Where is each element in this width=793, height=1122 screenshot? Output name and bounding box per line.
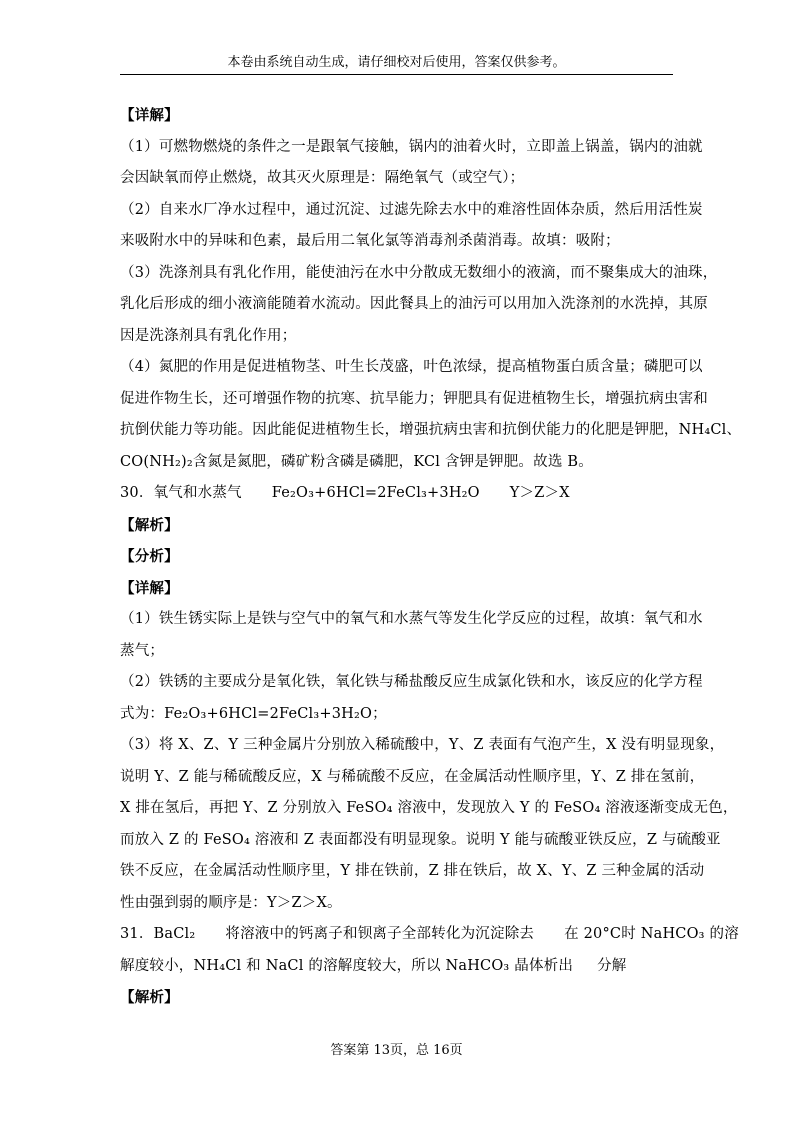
- section-heading-detail: 【详解】: [120, 579, 179, 597]
- answer-part: 分解: [597, 957, 627, 974]
- paragraph-line: 乳化后形成的细小液滴能随着水流动。因此餐具上的油污可以用加入洗涤剂的水洗掉，其原: [120, 296, 708, 312]
- paragraph-line: （3）将 X、Z、Y 三种金属片分别放入稀硫酸中，Y、Z 表面有气泡产生，X 没有明显现象，: [120, 737, 725, 753]
- chemical-equation: Fe₂O₃+6HCl=2FeCl₃+3H₂O；: [164, 705, 387, 722]
- paragraph-line: （1）可燃物燃烧的条件之一是跟氧气接触，锅内的油着火时，立即盖上锅盖，锅内的油就: [120, 138, 703, 155]
- paragraph-line: 性由强到弱的顺序是：Y＞Z＞X。: [120, 894, 342, 911]
- page-footer: 答案第 13页，总 16页: [330, 1043, 463, 1058]
- answer-part: 解度较小，NH₄Cl 和 NaCl 的溶解度较大，所以 NaHCO₃ 晶体析出: [120, 957, 574, 974]
- paragraph-line: [120, 951, 676, 983]
- section-heading-analysis: 【解析】: [120, 516, 179, 534]
- paragraph-line: X 排在氢后，再把 Y、Z 分别放入 FeSO₄ 溶液中，发现放入 Y 的 FeSO₄ 溶液逐渐变成无色，: [120, 800, 738, 816]
- paragraph-line: （4）氮肥的作用是促进植物茎、叶生长茂盛，叶色浓绿，提高植物蛋白质含量；磷肥可以: [120, 359, 703, 375]
- paragraph-line: 而放入 Z 的 FeSO₄ 溶液和 Z 表面都没有明显现象。说明 Y 能与硫酸亚铁反应，Z 与硫酸亚: [120, 831, 721, 848]
- paragraph-line: 促进作物生长，还可增强作物的抗寒、抗旱能力；钾肥具有促进植物生长，增强抗病虫害和: [120, 390, 708, 407]
- paragraph-line: （3）洗涤剂具有乳化作用，能使油污在水中分散成无数细小的液滴，而不聚集成大的油珠，: [120, 264, 718, 281]
- question-30-answer: [120, 478, 676, 510]
- answer-part: 将溶液中的钙离子和钡离子全部转化为沉淀除去: [225, 926, 535, 942]
- paragraph-line: [120, 699, 676, 731]
- paragraph-line: CO(NH₂)₂含氮是氮肥，磷矿粉含磷是磷肥，KCl 含钾是钾肥。故选 B。: [120, 453, 593, 470]
- paragraph-line: 会因缺氧而停止燃烧，故其灭火原理是：隔绝氧气（或空气）；: [120, 170, 525, 186]
- paragraph-line: 说明 Y、Z 能与稀硫酸反应，X 与稀硫酸不反应，在金属活动性顺序里，Y、Z 排在氢前，: [120, 768, 705, 785]
- section-heading-detail: 【详解】: [120, 107, 179, 124]
- answer-part: 在 20°C时 NaHCO₃ 的溶: [564, 926, 739, 942]
- activity-order: Y＞Z＞X: [509, 485, 570, 501]
- section-heading-analysis: 【解析】: [120, 989, 179, 1006]
- paragraph-line: 蒸气；: [120, 642, 165, 659]
- paragraph-line: （2）自来水厂净水过程中，通过沉淀、过滤先除去水中的难溶性固体杂质，然后用活性炭: [120, 201, 703, 218]
- page-header: 本卷由系统自动生成，请仔细校对后使用，答案仅供参考。: [227, 55, 566, 70]
- paragraph-line: 因是洗涤剂具有乳化作用；: [120, 327, 297, 344]
- paragraph-line: 来吸附水中的异味和色素，最后用二氧化氯等消毒剂杀菌消毒。故填：吸附；: [120, 233, 620, 249]
- question-31-answer: [120, 919, 739, 951]
- equation-intro: 式为：: [120, 705, 165, 722]
- paragraph-line: 铁不反应，在金属活动性顺序里，Y 排在铁前，Z 排在铁后，故 X、Y、Z 三种金属的活动: [120, 863, 705, 879]
- answer-content: [120, 100, 742, 1014]
- section-heading-analyze: 【分析】: [120, 548, 179, 565]
- question-30-label: 30．氧气和水蒸气: [120, 485, 242, 501]
- header-divider: [120, 74, 673, 75]
- paragraph-line: （1）铁生锈实际上是铁与空气中的氧气和水蒸气等发生化学反应的过程，故填：氧气和水: [120, 611, 703, 627]
- question-31-label: 31．BaCl₂: [120, 926, 196, 942]
- chemical-equation: Fe₂O₃+6HCl=2FeCl₃+3H₂O: [271, 485, 480, 501]
- paragraph-line: （2）铁锈的主要成分是氧化铁，氧化铁与稀盐酸反应生成氯化铁和水，该反应的化学方程: [120, 674, 703, 690]
- paragraph-line: 抗倒伏能力等功能。因此能促进植物生长，增强抗病虫害和抗倒伏能力的化肥是钾肥，NH₄Cl、: [120, 422, 742, 438]
